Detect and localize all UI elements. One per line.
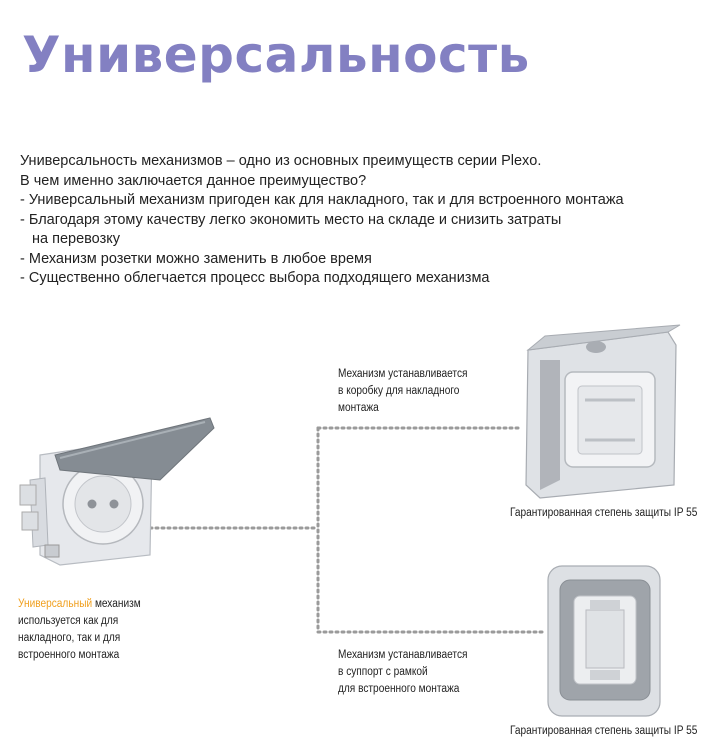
intro-line: Универсальность механизмов – одно из основных преимуществ серии Plexo. bbox=[20, 153, 542, 169]
callout-line: накладного, так и для bbox=[18, 632, 121, 644]
connector-lines bbox=[150, 428, 545, 632]
callout-line: для встроенного монтажа bbox=[338, 683, 460, 695]
callout-line: встроенного монтажа bbox=[18, 649, 120, 661]
flush-mount-callout bbox=[338, 647, 496, 698]
intro-line: - Механизм розетки можно заменить в любое время bbox=[20, 250, 372, 267]
highlight-word: Универсальный bbox=[18, 598, 93, 610]
callout-line: монтажа bbox=[338, 402, 379, 414]
intro-line: на перевозку bbox=[32, 231, 120, 247]
flush-frame-image bbox=[548, 566, 660, 716]
ip-rating-surface: Гарантированная степень защиты IP 55 bbox=[510, 507, 698, 519]
intro-line: - Благодаря этому качеству легко экономить место на складе и снизить затраты bbox=[20, 211, 562, 228]
socket-mechanism-image bbox=[20, 418, 214, 565]
callout-line: используется как для bbox=[18, 615, 119, 627]
intro-line: - Универсальный механизм пригоден как для накладного, так и для встроенного монтажа bbox=[20, 192, 624, 208]
surface-box-image bbox=[526, 325, 680, 498]
callout-line bbox=[18, 596, 168, 613]
mechanism-callout bbox=[18, 596, 168, 664]
page-title: Универсальность bbox=[22, 26, 530, 84]
callout-line: Механизм устанавливается bbox=[338, 649, 468, 661]
ip-rating-flush: Гарантированная степень защиты IP 55 bbox=[510, 725, 698, 737]
intro-line: В чем именно заключается данное преимущество? bbox=[20, 172, 367, 189]
surface-mount-callout bbox=[338, 366, 496, 417]
callout-line: в суппорт с рамкой bbox=[338, 666, 428, 678]
callout-text: механизм bbox=[92, 598, 141, 610]
intro-line: - Существенно облегчается процесс выбора подходящего механизма bbox=[20, 270, 490, 286]
callout-line: в коробку для накладного bbox=[338, 385, 460, 397]
callout-line: Механизм устанавливается bbox=[338, 368, 468, 380]
